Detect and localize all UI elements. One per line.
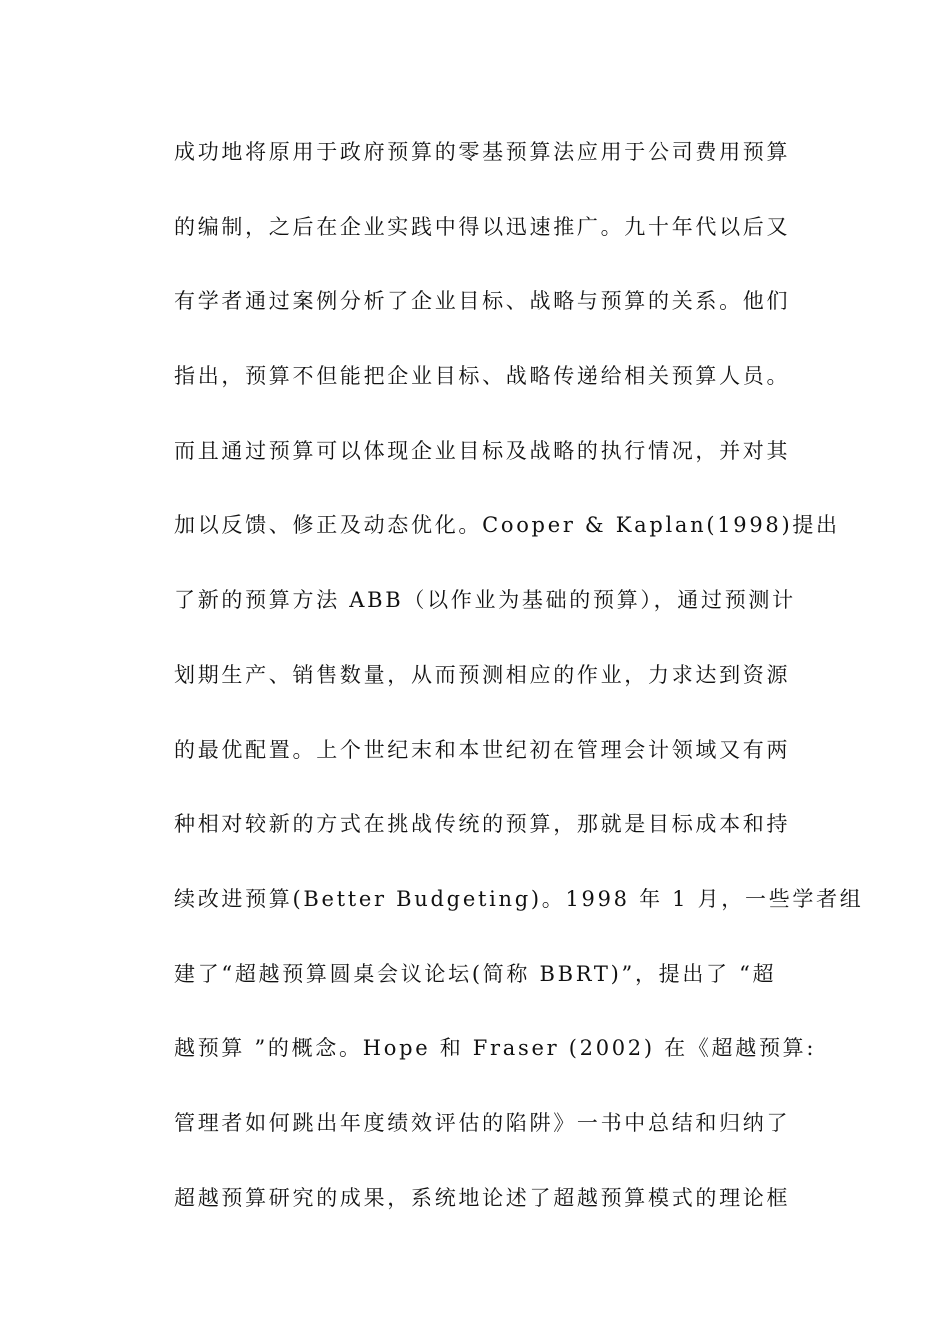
text-line-10: 种相对较新的方式在挑战传统的预算，那就是目标成本和持 [174, 812, 791, 837]
text-line-15: 超越预算研究的成果，系统地论述了超越预算模式的理论框 [174, 1185, 791, 1210]
text-line-1: 成功地将原用于政府预算的零基预算法应用于公司费用预算 [174, 140, 791, 164]
text-line-3: 有学者通过案例分析了企业目标、战略与预算的关系。他们 [174, 289, 791, 314]
text-line-12: 建了“超越预算圆桌会议论坛(简称 BBRT)”，提出了 “超 [174, 961, 777, 986]
text-line-6: 加以反馈、修正及动态优化。Cooper & Kaplan(1998)提出 [174, 513, 840, 538]
text-line-8: 划期生产、销售数量，从而预测相应的作业，力求达到资源 [174, 662, 791, 687]
text-line-11: 续改进预算(Better Budgeting)。1998 年 1 月，一些学者组 [174, 886, 864, 911]
text-line-9: 的最优配置。上个世纪末和本世纪初在管理会计领域又有两 [174, 737, 791, 762]
text-line-7: 了新的预算方法 ABB（以作业为基础的预算），通过预测计 [174, 588, 796, 613]
text-line-13: 越预算 ”的概念。Hope 和 Fraser (2002) 在《超越预算: [174, 1036, 817, 1061]
text-line-4: 指出，预算不但能把企业目标、战略传递给相关预算人员。 [174, 364, 791, 389]
text-line-14: 管理者如何跳出年度绩效评估的陷阱》一书中总结和归纳了 [174, 1110, 791, 1135]
text-line-2: 的编制，之后在企业实践中得以迅速推广。九十年代以后又 [174, 214, 791, 239]
text-line-5: 而且通过预算可以体现企业目标及战略的执行情况，并对其 [174, 438, 791, 463]
body-paragraph [174, 130, 864, 1250]
